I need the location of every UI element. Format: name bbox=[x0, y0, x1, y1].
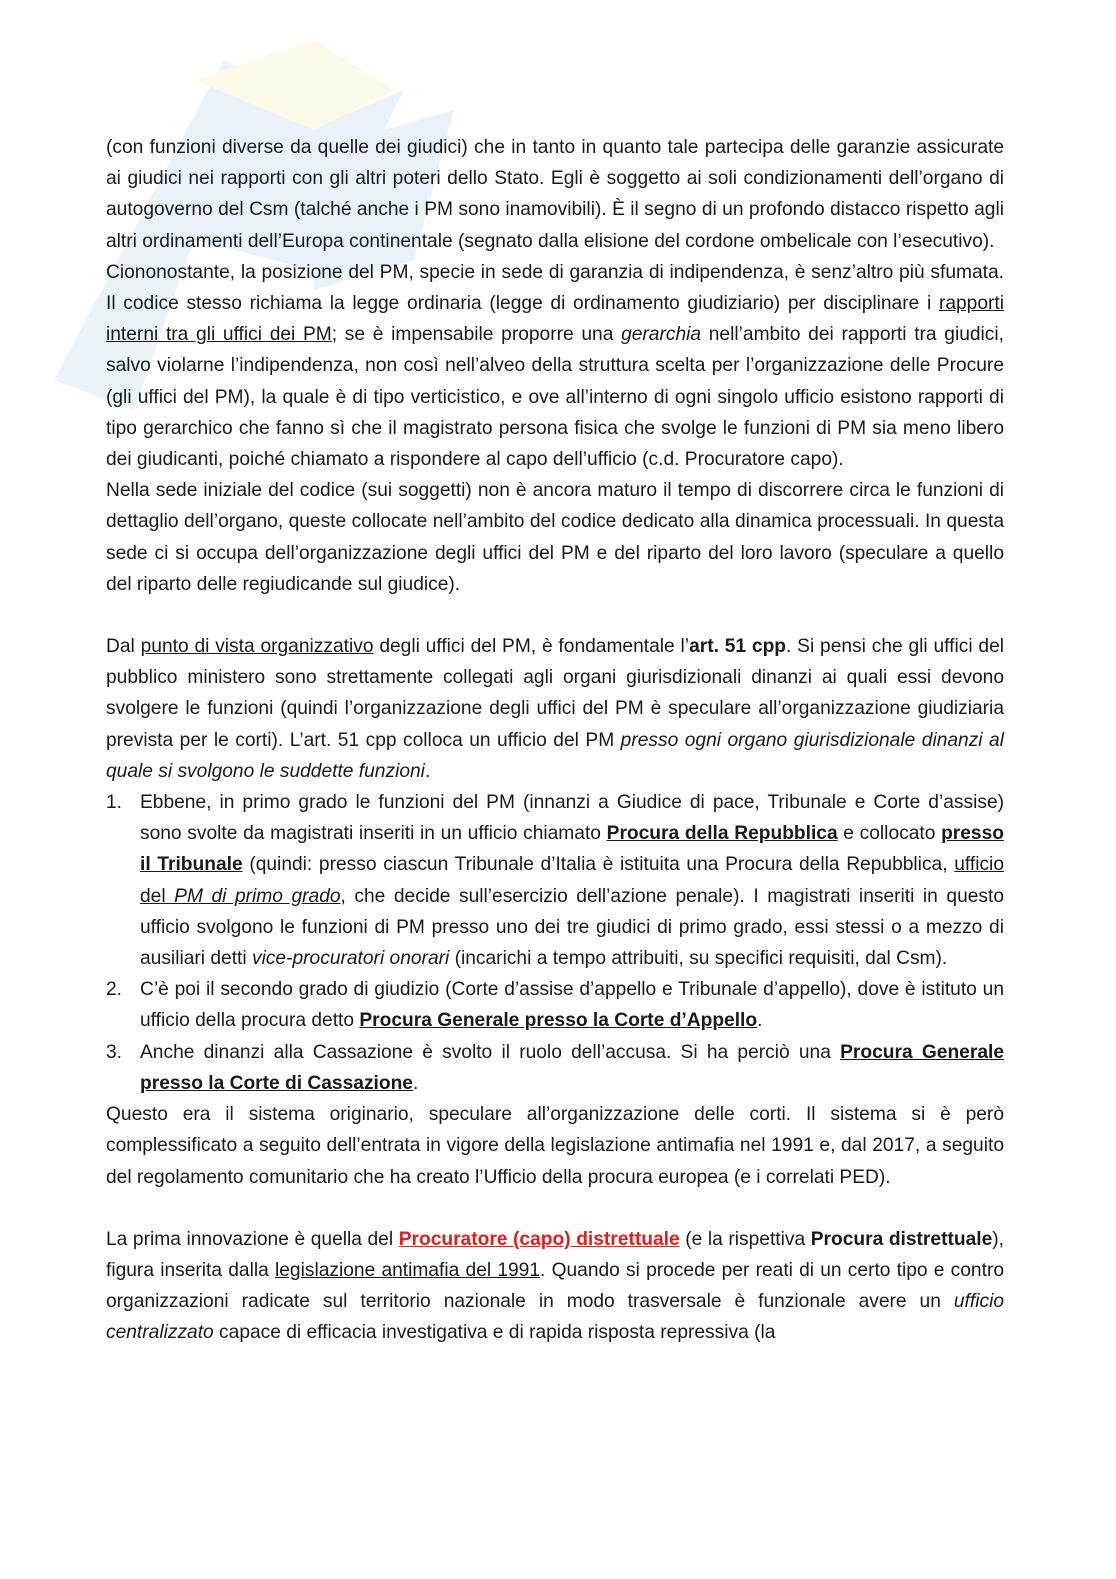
bold-phrase: art. 51 cpp bbox=[689, 636, 787, 658]
list-number: 3. bbox=[106, 1041, 123, 1063]
bold-underlined-phrase: Procura della Repubblica bbox=[606, 823, 838, 845]
paragraph-1: (con funzioni diverse da quelle dei giudici) che in tanto in quanto tale partecipa delle garanzie assicurate ai giudici nei rapporti con gli altri poteri dello Stato. Egli è soggetto ai soli condizionamenti dell’organo di autogoverno del Csm (talché anche i PM sono inamovibili). È il segno di un profondo distacco rispetto agli altri ordinamenti dell’Europa continentale (segnato dalla elisione del cordone ombelicale con l’esecutivo). bbox=[106, 137, 1004, 252]
italic-phrase: ufficio centralizzato bbox=[106, 1291, 1004, 1344]
italic-phrase: gerarchia bbox=[621, 324, 702, 346]
underlined-phrase: legislazione antimafia del 1991 bbox=[275, 1259, 541, 1281]
list-number: 1. bbox=[106, 792, 123, 814]
paragraph-2: Ciononostante, la posizione del PM, specie in sede di garanzia di indipendenza, è senz’altro più sfumata. Il codice stesso richiama la legge ordinaria (legge di ordinamento giudiziario) per disciplinare i rapporti interni tra gli uffici dei PM; se è impensabile proporre una gerarchia nell’ambito dei rapporti tra giudici, salvo violarne l’indipendenza, non così nell’alveo della struttura scelta per l’organizzazione delle Procure (gli uffici del PM), la quale è di tipo verticistico, e ove all’interno di ogni singolo ufficio esistono rapporti di tipo gerarchico che fanno sì che il magistrato persona fisica che svolge le funzioni di PM sia meno libero dei giudicanti, poiché chiamato a rispondere al capo dell’ufficio (c.d. Procuratore capo). bbox=[106, 261, 1004, 471]
list-item: 1. Ebbene, in primo grado le funzioni del PM (innanzi a Giudice di pace, Tribunale e Corte d’assise) sono svolte da magistrati inseriti in un ufficio chiamato Procura della Repubblica e collocato presso il Tribunale (quindi: presso ciascun Tribunale d’Italia è istituita una Procura della Repubblica, ufficio del PM di primo grado, che decide sull’esercizio dell’azione penale). I magistrati inseriti in questo ufficio svolgono le funzioni di PM presso uno dei tre giudici di primo grado, essi stessi o a mezzo di ausiliari detti vice-procuratori onorari (incarichi a tempo attribuiti, su specifici requisiti, dal Csm). bbox=[106, 787, 1004, 974]
paragraph-6: La prima innovazione è quella del Procuratore (capo) distrettuale (e la rispettiva Procura distrettuale), figura inserita dalla legislazione antimafia del 1991. Quando si procede per reati di un certo tipo e contro organizzazioni radicate sul territorio nazionale in modo trasversale è funzionale avere un ufficio centralizzato capace di efficacia investigativa e di rapida risposta repressiva (la bbox=[106, 1228, 1004, 1344]
underlined-phrase: rapporti interni tra gli uffici dei PM bbox=[106, 293, 1004, 346]
bold-underlined-phrase: Procura Generale presso la Corte di Cassazione bbox=[140, 1041, 1004, 1094]
bold-phrase: Procura distrettuale bbox=[810, 1228, 993, 1250]
list-item: 2. C’è poi il secondo grado di giudizio (Corte d’assise d’appello e Tribunale d’appello), dove è istituto un ufficio della procura detto Procura Generale presso la Corte d’Appello. bbox=[106, 974, 1004, 1036]
red-highlighted-phrase: Procuratore (capo) distrettuale bbox=[398, 1228, 680, 1250]
list-item: 3. Anche dinanzi alla Cassazione è svolto il ruolo dell’accusa. Si ha perciò una Procura Generale presso la Corte di Cassazione. bbox=[106, 1037, 1004, 1099]
document-body bbox=[106, 132, 1004, 1349]
bold-underlined-phrase: Procura Generale presso la Corte d’Appello bbox=[359, 1010, 758, 1032]
paragraph-5: Questo era il sistema originario, speculare all’organizzazione delle corti. Il sistema si è però complessificato a seguito dell’entrata in vigore della legislazione antimafia nel 1991 e, dal 2017, a seguito del regolamento comunitario che ha creato l’Ufficio della procura europea (e i correlati PED). bbox=[106, 1104, 1004, 1188]
bold-underlined-phrase: presso il Tribunale bbox=[140, 823, 1004, 876]
paragraph-3: Nella sede iniziale del codice (sui soggetti) non è ancora maturo il tempo di discorrere circa le funzioni di dettaglio dell’organo, queste collocate nell’ambito del codice dedicato alla dinamica processuali. In questa sede ci si occupa dell’organizzazione degli uffici del PM e del riparto del loro lavoro (speculare a quello del riparto delle regiudicande sul giudice). bbox=[106, 480, 1004, 595]
paragraph-4: Dal punto di vista organizzativo degli uffici del PM, è fondamentale l’art. 51 cpp. Si pensi che gli uffici del pubblico ministero sono strettamente collegati agli organi giurisdizionali dinanzi ai quali essi devono svolgere le funzioni (quindi l’organizzazione degli uffici del PM è speculare all’organizzazione giudiziaria prevista per le corti). L’art. 51 cpp colloca un ufficio del PM presso ogni organo giurisdizionale dinanzi al quale si svolgono le suddette funzioni. bbox=[106, 636, 1005, 782]
numbered-list bbox=[106, 787, 1004, 1099]
underlined-phrase: punto di vista organizzativo bbox=[140, 636, 374, 658]
italic-phrase: vice-procuratori onorari bbox=[251, 948, 450, 970]
italic-phrase: presso ogni organo giurisdizionale dinanzi al quale si svolgono le suddette funzioni bbox=[106, 729, 1004, 782]
underlined-phrase: ufficio del bbox=[140, 854, 1004, 907]
paragraph-gap bbox=[106, 600, 1004, 631]
italic-underlined-phrase: PM di primo grado bbox=[174, 885, 341, 907]
list-number: 2. bbox=[106, 979, 123, 1001]
paragraph-gap bbox=[106, 1193, 1004, 1224]
